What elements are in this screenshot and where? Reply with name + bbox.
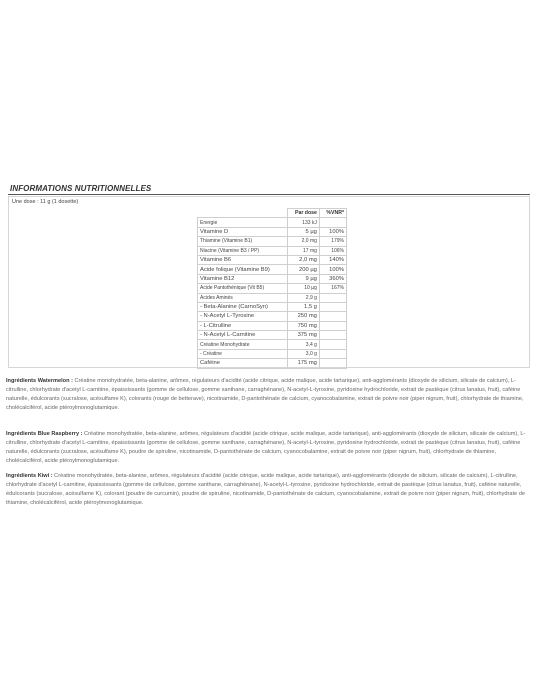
table-row [198, 246, 347, 255]
nutrient-vnr [319, 359, 346, 368]
table-row [198, 255, 347, 264]
nutrient-name: - L-Citrulline [198, 321, 288, 330]
vnr-header: %VNR* [319, 209, 346, 218]
table-row [198, 265, 347, 274]
nutrient-value: 5 µg [287, 227, 319, 236]
ingredients-label: Ingrédients Kiwi : [6, 473, 53, 479]
nutrient-value: 17 mg [287, 246, 319, 255]
nutrient-name: Vitamine B6 [198, 255, 288, 264]
nutrient-name: Energie [198, 218, 288, 227]
nutrient-value: 2,0 mg [287, 255, 319, 264]
nutrient-vnr [319, 293, 346, 302]
table-row [198, 349, 347, 358]
nutrient-vnr [319, 340, 346, 349]
nutrient-vnr [319, 302, 346, 311]
nutrient-vnr: 360% [319, 274, 346, 283]
nutrient-value: 2,9 g [287, 293, 319, 302]
nutrient-vnr [319, 349, 346, 358]
nutrient-vnr: 106% [319, 246, 346, 255]
nutrient-value: 250 mg [287, 312, 319, 321]
nutrient-name: Acide Pantothénique (Vit B5) [198, 284, 288, 293]
table-row [198, 359, 347, 368]
empty-header-cell [198, 209, 288, 218]
table-row [198, 321, 347, 330]
nutrient-name: - N-Acetyl L-Carnitine [198, 331, 288, 340]
nutrient-name: Acide folique (Vitamine B9) [198, 265, 288, 274]
nutrient-vnr: 179% [319, 237, 346, 246]
table-row [198, 284, 347, 293]
table-row [198, 237, 347, 246]
ingredients-text: Créatine monohydratée, beta-alanine, arômes, régulateurs d'acidité (acide citrique, acide malique, acide tartarique), anti-agglomérants (dioxyde de silicium, silicate de calcium), L-citrulline, chlorhydrate d'acetyl L-carnitine, épaississants (gomme de cellulose, gomme xanthane, carraghénane), N-acetyl-L-tyrosine, pyridoxine hydrochloride, extrait de pastèque (citrus lanatus, fruit), caféine naturelle, édulcorants (sucralose, acésulfame K), poudre de spiruline, nicotinamide, D-pantothénate de calcium, cyanocobalamine, extrait de poivre noir (piper nigrum, fruit), chlorhydrate de thiamine, cholécalciférol, acide ptéroylmonoglutamique. [6, 431, 526, 464]
nutrient-vnr [319, 312, 346, 321]
section-title: INFORMATIONS NUTRITIONNELLES [10, 184, 152, 193]
nutrient-vnr [319, 218, 346, 227]
nutrient-name: Thiamine (Vitamine B1) [198, 237, 288, 246]
ingredients-text: Créatine monohydratée, beta-alanine, arômes, régulateurs d'acidité (acide citrique, acide malique, acide tartarique), anti-agglomérants (dioxyde de silicium, silicate de calcium), L-citrulline, chlorhydrate d'acetyl L-carnitine, épaississants (gomme de cellulose, gomme xanthane, carraghénane), N-acetyl-L-tyrosine, pyridoxine hydrochloride, extrait de pastèque (citrus lanatus, fruit), caféine naturelle, édulcorants (sucralose, acésulfame K), colorant (poudre de curcumin), poudre de spiruline, nicotinamide, D-pantothénate de calcium, cyanocobalamine, extrait de poivre noir (piper nigrum, fruit), chlorhydrate de thiamine, cholécalciférol, acide ptéroylmonoglutamique. [6, 473, 525, 506]
nutrient-vnr: 167% [319, 284, 346, 293]
nutrient-value: 3,0 g [287, 349, 319, 358]
nutrient-value: 9 µg [287, 274, 319, 283]
table-row [198, 293, 347, 302]
nutrient-value: 375 mg [287, 331, 319, 340]
nutrition-table-body [198, 218, 347, 368]
ingredients-label: Ingrédients Blue Raspberry : [6, 431, 83, 437]
table-row [198, 227, 347, 236]
dose-label: Une dose : 11 g (1 dosette) [12, 199, 79, 205]
nutrient-name: Niacine (Vitamine B3 / PP) [198, 246, 288, 255]
title-divider [8, 194, 530, 195]
nutrient-value: 1,5 g [287, 302, 319, 311]
table-row [198, 331, 347, 340]
nutrient-value: 750 mg [287, 321, 319, 330]
nutrient-value: 133 kJ [287, 218, 319, 227]
nutrient-vnr [319, 321, 346, 330]
table-row [198, 274, 347, 283]
nutrient-vnr: 140% [319, 255, 346, 264]
nutrient-name: Vitamine B12 [198, 274, 288, 283]
table-row [198, 312, 347, 321]
nutrient-vnr: 100% [319, 265, 346, 274]
nutrient-vnr [319, 331, 346, 340]
nutrient-value: 175 mg [287, 359, 319, 368]
table-row [198, 302, 347, 311]
nutrient-name: - Beta-Alanine (CarnoSyn) [198, 302, 288, 311]
ingredients-kiwi [6, 472, 532, 508]
table-header-row [198, 209, 347, 218]
nutrient-value: 10 µg [287, 284, 319, 293]
nutrient-vnr: 100% [319, 227, 346, 236]
table-row [198, 340, 347, 349]
nutrient-name: Vitamine D [198, 227, 288, 236]
nutrient-value: 3,4 g [287, 340, 319, 349]
nutrient-name: Caféine [198, 359, 288, 368]
nutrient-name: Créatine Monohydrate [198, 340, 288, 349]
per-dose-header: Par dose [287, 209, 319, 218]
ingredients-text: Créatine monohydratée, beta-alanine, arômes, régulateurs d'acidité (acide citrique, acide malique, acide tartarique), anti-agglomérants (dioxyde de silicium, silicate de calcium), L-citrulline, chlorhydrate d'acetyl L-carnitine, épaississants (gomme de cellulose, gomme xanthane, carraghénane), N-acetyl-L-tyrosine, pyridoxine hydrochloride, extrait de pastèque (citrus lanatus, fruit), caféine naturelle, édulcorants (sucralose, acésulfame K), colorants (rouge de betterave), nicotinamide, D-pantothénate de calcium, cyanocobalamine, extrait de poivre noir (piper nigrum, fruit), chlorhydrate de thiamine, cholécalciférol, acide ptéroylmonoglutamique. [6, 378, 524, 411]
nutrient-name: - Créatine [198, 349, 288, 358]
ingredients-watermelon [6, 377, 532, 413]
nutrition-table [197, 208, 347, 369]
nutrient-name: Acides Aminés [198, 293, 288, 302]
nutrient-value: 200 µg [287, 265, 319, 274]
ingredients-blue-raspberry [6, 430, 532, 466]
ingredients-label: Ingrédients Watermelon : [6, 378, 73, 384]
nutrient-value: 2,0 mg [287, 237, 319, 246]
table-row [198, 218, 347, 227]
nutrient-name: - N-Acetyl L-Tyrosine [198, 312, 288, 321]
